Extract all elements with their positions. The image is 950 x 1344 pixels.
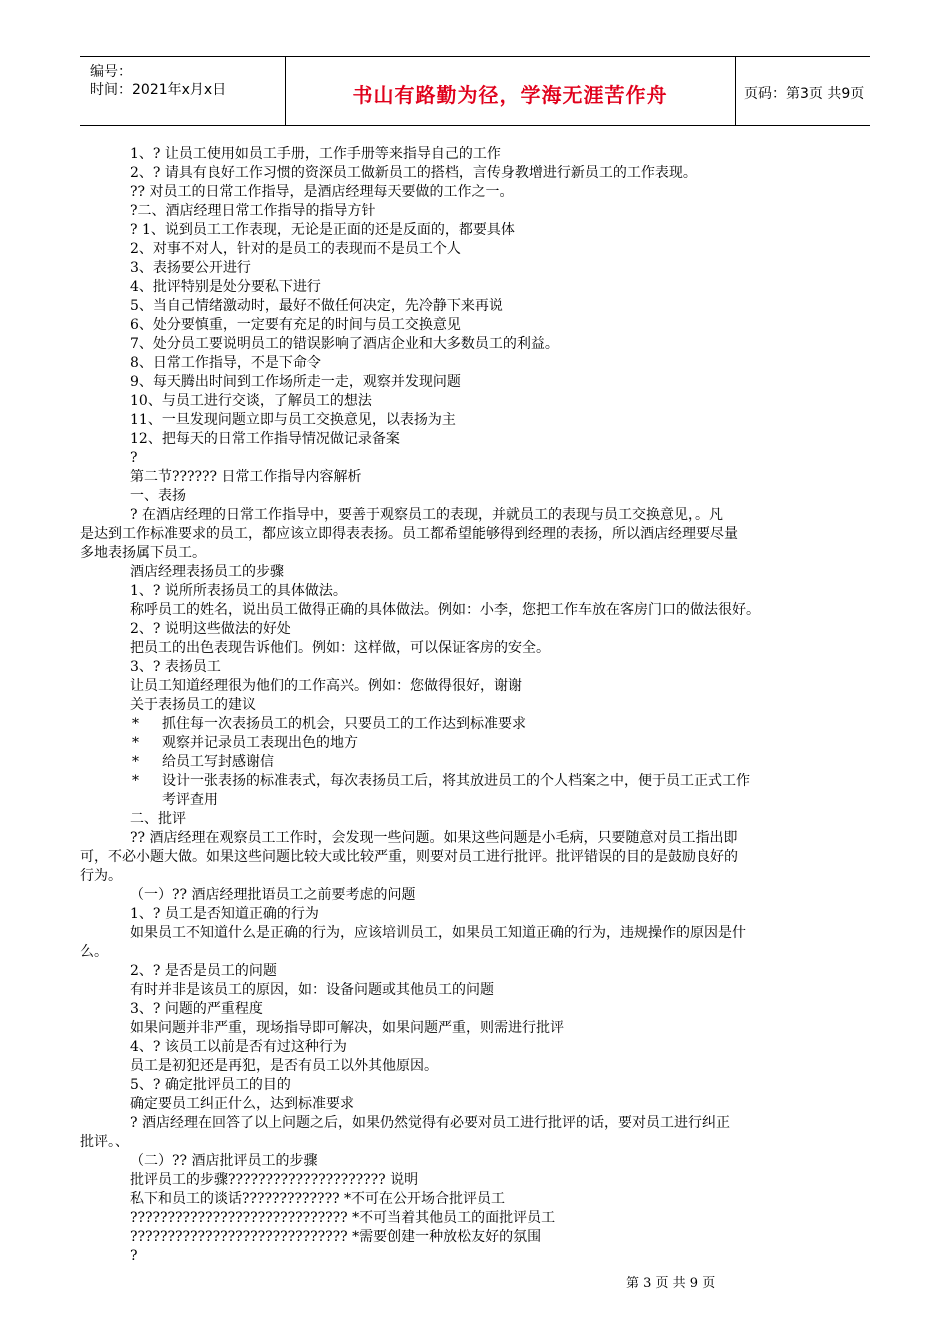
text-line: （二）?? 酒店批评员工的步骤 [130,1153,318,1169]
text-line: 4、? 该员工以前是否有过这种行为 [130,1039,347,1055]
header-middle-cell [285,57,736,125]
text-line: 2、? 是否是员工的问题 [130,963,277,979]
text-line: 酒店经理表扬员工的步骤 [130,564,284,580]
text-line: （一）?? 酒店经理批语员工之前要考虑的问题 [130,887,416,903]
bullet-text: 给员工写封感谢信 [162,754,274,770]
page-footer: 第 3 页 共 9 页 [626,1276,716,1291]
text-line: 1、? 员工是否知道正确的行为 [130,906,319,922]
text-line: ????????????????????????????? *不可当着其他员工的面批评员工 [130,1210,556,1226]
text-line: 私下和员工的谈话????????????? *不可在公开场合批评员工 [130,1191,506,1207]
text-line: 是达到工作标准要求的员工，都应该立即得表表扬。员工都希望能够得到经理的表扬，所以酒店经理要尽量 [80,526,738,542]
text-line: 7、处分员工要说明员工的错误影响了酒店企业和大多数员工的利益。 [130,336,559,352]
text-line: 确定要员工纠正什么，达到标准要求 [130,1096,354,1112]
bullet-item [80,791,870,810]
text-line: 如果员工不知道什么是正确的行为，应该培训员工，如果员工知道正确的行为，违规操作的原因是什 [130,925,746,941]
bullet-item [80,715,870,734]
text-line: 让员工知道经理很为他们的工作高兴。例如：您做得很好，谢谢 [130,678,522,694]
header-right-cell [735,57,870,125]
text-line: 4、批评特别是处分要私下进行 [130,279,321,295]
text-line: 3、? 表扬员工 [130,659,221,675]
text-line: 3、表扬要公开进行 [130,260,251,276]
bullet-marker: * [132,773,139,789]
text-line: 二、批评 [130,811,186,827]
text-line: 多地表扬属下员工。 [80,545,206,561]
text-line: 关于表扬员工的建议 [130,697,256,713]
bullet-text: 设计一张表扬的标准表式，每次表扬员工后，将其放进员工的个人档案之中，便于员工正式工作 [162,773,750,789]
text-line: 么。 [80,944,108,960]
text-line: 10、与员工进行交谈，了解员工的想法 [130,393,372,409]
page-header [80,56,870,126]
bullet-text: 抓住每一次表扬员工的机会，只要员工的工作达到标准要求 [162,716,526,732]
bullet-item [80,753,870,772]
text-line: 一、表扬 [130,488,186,504]
text-line: 第二节?????? 日常工作指导内容解析 [130,469,362,485]
bullet-item [80,734,870,753]
document-body [80,145,870,1266]
bullet-marker: * [132,716,139,732]
text-line: 11、一旦发现问题立即与员工交换意见，以表扬为主 [130,412,456,428]
text-line: ? 在酒店经理的日常工作指导中，要善于观察员工的表现，并就员工的表现与员工交换意见，。凡 [130,507,723,523]
text-line: ?? 对员工的日常工作指导，是酒店经理每天要做的工作之一。 [130,184,514,200]
bullet-text: 观察并记录员工表现出色的地方 [162,735,358,751]
header-left-cell [80,57,286,125]
bullet-item [80,772,870,791]
text-line: 员工是初犯还是再犯，是否有员工以外其他原因。 [130,1058,438,1074]
text-line: 5、? 确定批评员工的目的 [130,1077,291,1093]
text-line: ? 1、说到员工工作表现，无论是正面的还是反面的，都要具体 [130,222,515,238]
text-line: 1、? 让员工使用如员工手册，工作手册等来指导自己的工作 [130,146,501,162]
text-line: ?? 酒店经理在观察员工工作时，会发现一些问题。如果这些问题是小毛病，只要随意对员工指出即 [130,830,738,846]
document-number-label: 编号： [90,64,132,80]
text-line: ?二、酒店经理日常工作指导的指导方针 [130,203,376,219]
text-line: 可，不必小题大做。如果这些问题比较大或比较严重，则要对员工进行批评。批评错误的目的是鼓励良好的 [80,849,738,865]
text-line: 9、每天腾出时间到工作场所走一走，观察并发现问题 [130,374,461,390]
text-line: ????????????????????????????? *需要创建一种放松友好的氛围 [130,1229,542,1245]
text-line: 6、处分要慎重，一定要有充足的时间与员工交换意见 [130,317,461,333]
text-line: 2、? 请具有良好工作习惯的资深员工做新员工的搭档，言传身教增进行新员工的工作表现。 [130,165,697,181]
text-line: ? [130,450,138,466]
text-line: 称呼员工的姓名，说出员工做得正确的具体做法。例如：小李，您把工作车放在客房门口的做法很好。 [130,602,760,618]
text-line: 5、当自己情绪激动时，最好不做任何决定，先冷静下来再说 [130,298,503,314]
text-line: 把员工的出色表现告诉他们。例如：这样做，可以保证客房的安全。 [130,640,550,656]
text-line: 2、? 说明这些做法的好处 [130,621,291,637]
text-line: 2、对事不对人，针对的是员工的表现而不是员工个人 [130,241,461,257]
text-line: 批评。、 [80,1134,129,1150]
text-line: 行为。 [80,868,122,884]
text-line: 8、日常工作指导，不是下命令 [130,355,321,371]
bullet-text: 考评查用 [162,792,218,808]
bullet-marker: * [132,754,139,770]
text-line: 有时并非是该员工的原因，如：设备问题或其他员工的问题 [130,982,494,998]
text-line: 如果问题并非严重，现场指导即可解决，如果问题严重，则需进行批评 [130,1020,564,1036]
header-motto: 书山有路勤为径，学海无涯苦作舟 [352,83,668,107]
header-page-number: 页码：第3页 共9页 [744,86,865,102]
text-line: 1、? 说所所表扬员工的具体做法。 [130,583,347,599]
document-date-label: 时间：2021年x月x日 [90,82,227,98]
text-line: ? 酒店经理在回答了以上问题之后，如果仍然觉得有必要对员工进行批评的话，要对员工进行纠正 [130,1115,730,1131]
bullet-marker: * [132,735,139,751]
text-line: ? [130,1248,138,1264]
text-line: 3、? 问题的严重程度 [130,1001,263,1017]
text-line: 12、把每天的日常工作指导情况做记录备案 [130,431,400,447]
text-line: 批评员工的步骤????????????????????? 说明 [130,1172,419,1188]
